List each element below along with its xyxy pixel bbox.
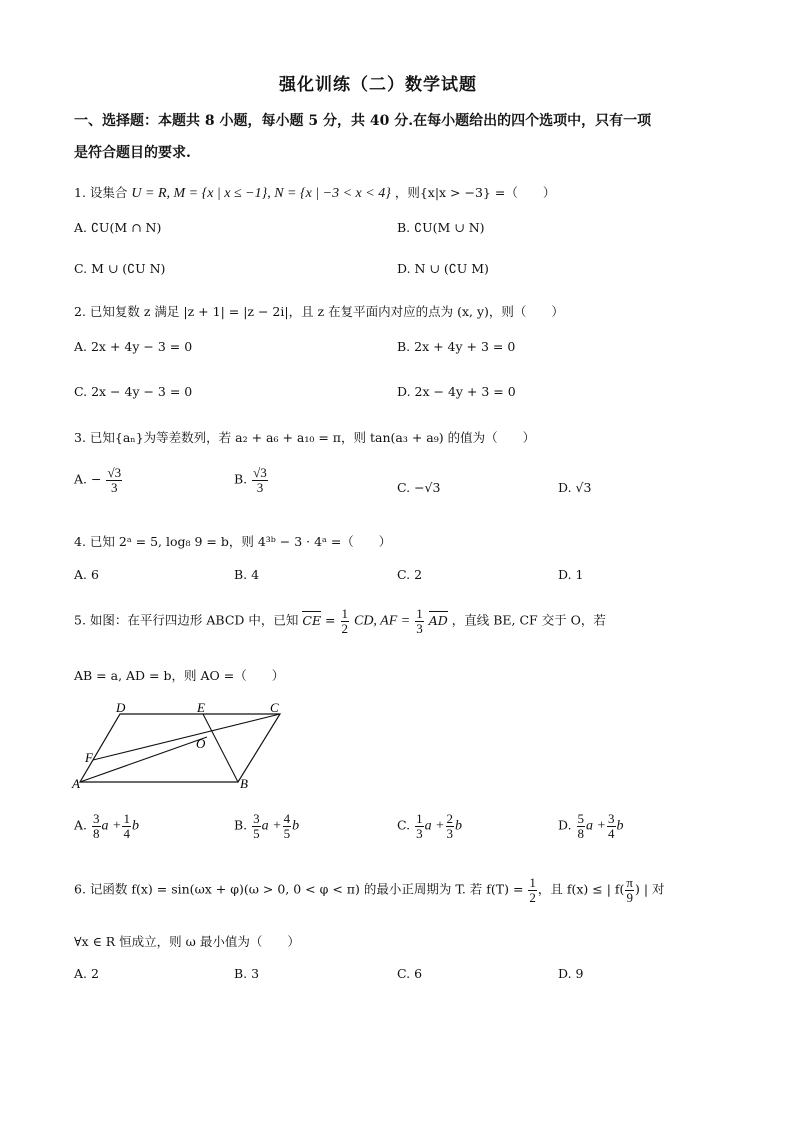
q6-option-a[interactable]: A. 2	[74, 966, 99, 981]
q5-d-label: D.	[558, 817, 572, 833]
q6-mid: ，且 f(x) ≤ | f(	[537, 881, 625, 897]
q5-suffix: ，直线 BE, CF 交于 O，若	[451, 612, 606, 628]
q4-option-a[interactable]: A. 6	[74, 567, 99, 582]
line-be	[203, 714, 238, 782]
q1-option-a[interactable]: A. ∁U(M ∩ N)	[74, 220, 162, 235]
q5-half-num: 1	[341, 606, 348, 621]
q3-option-c[interactable]: C. −√3	[397, 480, 441, 495]
q3-a-fraction	[106, 466, 122, 494]
q6-stem	[74, 876, 665, 904]
q2-option-a[interactable]: A. 2x + 4y − 3 = 0	[74, 339, 193, 354]
q5-d-end: b	[616, 818, 624, 834]
q3-option-d[interactable]: D. √3	[558, 480, 592, 495]
q5-d-n1: 5	[577, 811, 585, 826]
q3-a-sign: −	[91, 471, 102, 487]
q6-option-b[interactable]: B. 3	[234, 966, 260, 981]
q2-option-b[interactable]: B. 2x + 4y + 3 = 0	[397, 339, 516, 354]
q3-stem: 3. 已知{aₙ}为等差数列，若 a₂ + a₆ + a₁₀ = π，则 tan(a₃ + a₉) 的值为（ ）	[74, 430, 536, 445]
q3-b-label: B.	[234, 471, 248, 487]
q5-half-den: 2	[341, 620, 348, 636]
q5-frac-half	[341, 607, 350, 635]
q5-option-b[interactable]	[234, 812, 299, 840]
label-a: A	[72, 776, 80, 791]
q5-d-frac2	[607, 812, 616, 840]
q1-option-c[interactable]: C. M ∪ (∁U N)	[74, 261, 166, 276]
q5-option-c[interactable]	[397, 812, 462, 840]
q1-option-d[interactable]: D. N ∪ (∁U M)	[397, 261, 489, 276]
q5-b-end: b	[292, 818, 300, 834]
q5-cd: CD, AF =	[353, 613, 411, 629]
q6-line2: ∀x ∈ R 恒成立，则 ω 最小值为（ ）	[74, 934, 300, 949]
q6-option-c[interactable]: C. 6	[397, 966, 423, 981]
q2-option-c[interactable]: C. 2x − 4y − 3 = 0	[74, 384, 193, 399]
q1-option-b[interactable]: B. ∁U(M ∪ N)	[397, 220, 485, 235]
q5-c-n2: 2	[446, 811, 454, 826]
q3-option-a[interactable]	[74, 466, 123, 494]
q5-a-label: A.	[74, 817, 88, 833]
q5-a-n1: 3	[93, 811, 100, 826]
q5-b-d1: 5	[253, 825, 260, 841]
label-d: D	[116, 700, 126, 715]
q6-frac-pi	[625, 876, 634, 904]
q6-half-den: 2	[529, 889, 536, 905]
q1-expression: U = R, M = {x | x ≤ −1}, N = {x | −3 < x < 4}	[131, 186, 391, 201]
q5-c-d2: 3	[446, 825, 454, 841]
q3-a-num: √3	[107, 465, 122, 480]
q5-b-frac1	[252, 812, 261, 840]
q5-c-end: b	[455, 818, 463, 834]
q4-stem: 4. 已知 2ᵃ = 5, log₈ 9 = b，则 4³ᵇ − 3 · 4ᵃ =（ ）	[74, 534, 392, 549]
q6-pi-num: π	[626, 875, 633, 890]
q6-pi-den: 9	[626, 889, 633, 905]
q5-d-mid: a +	[586, 818, 606, 834]
section-header-line1: 一、选择题：本题共 8 小题，每小题 5 分，共 40 分.在每小题给出的四个选项中，只有一项	[74, 113, 652, 129]
q5-frac-third	[415, 607, 424, 635]
q5-stem: 5. 如图：在平行四边形 ABCD 中，已知 CE = $\frac{1}{2}$ CD, AF = $\frac{1}{3}$ AD ，直线 BE, CF 交于 O，若	[74, 606, 606, 636]
q5-c-mid: a +	[424, 818, 445, 834]
q3-a-den: 3	[111, 479, 118, 495]
q5-a-mid: a +	[101, 818, 122, 834]
q5-line2: AB = a, AD = b，则 AO =（ ）	[74, 668, 285, 683]
q5-vec-ce: CE	[302, 612, 322, 628]
q5-a-d2: 4	[123, 825, 130, 841]
q5-a-frac1	[92, 812, 101, 840]
q1-stem	[74, 183, 555, 202]
line-cf	[93, 714, 280, 760]
q5-option-d[interactable]	[558, 812, 624, 840]
q6-end: ) | 对	[635, 881, 665, 897]
label-f: F	[85, 750, 93, 765]
q5-c-frac1	[415, 812, 424, 840]
q5-a-end: b	[131, 818, 139, 834]
q5-a-n2: 1	[123, 811, 130, 826]
q5-third-num: 1	[416, 606, 423, 621]
q3-a-label: A.	[74, 471, 88, 487]
q5-vec-ad: AD	[428, 612, 448, 628]
q5-option-a[interactable]	[74, 812, 139, 840]
q5-b-mid: a +	[261, 818, 282, 834]
q5-d-n2: 3	[608, 811, 615, 826]
q5-d-d1: 8	[577, 825, 585, 841]
label-e: E	[197, 700, 205, 715]
q6-frac-half	[528, 876, 537, 904]
q5-b-n1: 3	[253, 811, 260, 826]
q3-b-den: 3	[256, 479, 264, 495]
q5-a-frac2	[122, 812, 131, 840]
q6-half-num: 1	[529, 875, 536, 890]
q5-c-label: C.	[397, 817, 411, 833]
q5-third-den: 3	[416, 620, 423, 636]
parallelogram-figure	[70, 700, 290, 792]
q4-option-c[interactable]: C. 2	[397, 567, 423, 582]
q3-b-fraction	[252, 466, 268, 494]
q2-stem: 2. 已知复数 z 满足 |z + 1| = |z − 2i|，且 z 在复平面内对应的点为 (x, y)，则（ ）	[74, 304, 564, 319]
label-c: C	[270, 700, 279, 715]
page-title: 强化训练（二）数学试题	[279, 75, 477, 95]
q5-a-d1: 8	[93, 825, 100, 841]
q5-b-d2: 5	[283, 825, 291, 841]
q1-prefix: 1. 设集合	[74, 185, 128, 200]
q5-prefix: 5. 如图：在平行四边形 ABCD 中，已知	[74, 612, 299, 628]
q1-suffix: ，则{x|x > −3} =（ ）	[394, 185, 556, 200]
q4-option-d[interactable]: D. 1	[558, 567, 584, 582]
q5-d-frac1	[577, 812, 586, 840]
q5-b-label: B.	[234, 817, 248, 833]
q5-d-d2: 4	[608, 825, 615, 841]
q3-option-b[interactable]	[234, 466, 269, 494]
label-o: O	[196, 736, 206, 751]
q6-option-d[interactable]: D. 9	[558, 966, 584, 981]
label-b: B	[240, 776, 248, 791]
q2-option-d[interactable]: D. 2x − 4y + 3 = 0	[397, 384, 516, 399]
q5-b-frac2	[283, 812, 292, 840]
q3-b-num: √3	[253, 465, 267, 480]
q6-prefix: 6. 记函数 f(x) = sin(ωx + φ)(ω > 0, 0 < φ < π) 的最小正周期为 T. 若 f(T) =	[74, 881, 524, 897]
q5-b-n2: 4	[283, 811, 291, 826]
q5-c-frac2	[446, 812, 455, 840]
q4-option-b[interactable]: B. 4	[234, 567, 260, 582]
q5-c-n1: 1	[416, 811, 423, 826]
q5-c-d1: 3	[416, 825, 423, 841]
line-ao	[80, 737, 207, 782]
section-header-line2: 是符合题目的要求.	[74, 145, 191, 161]
